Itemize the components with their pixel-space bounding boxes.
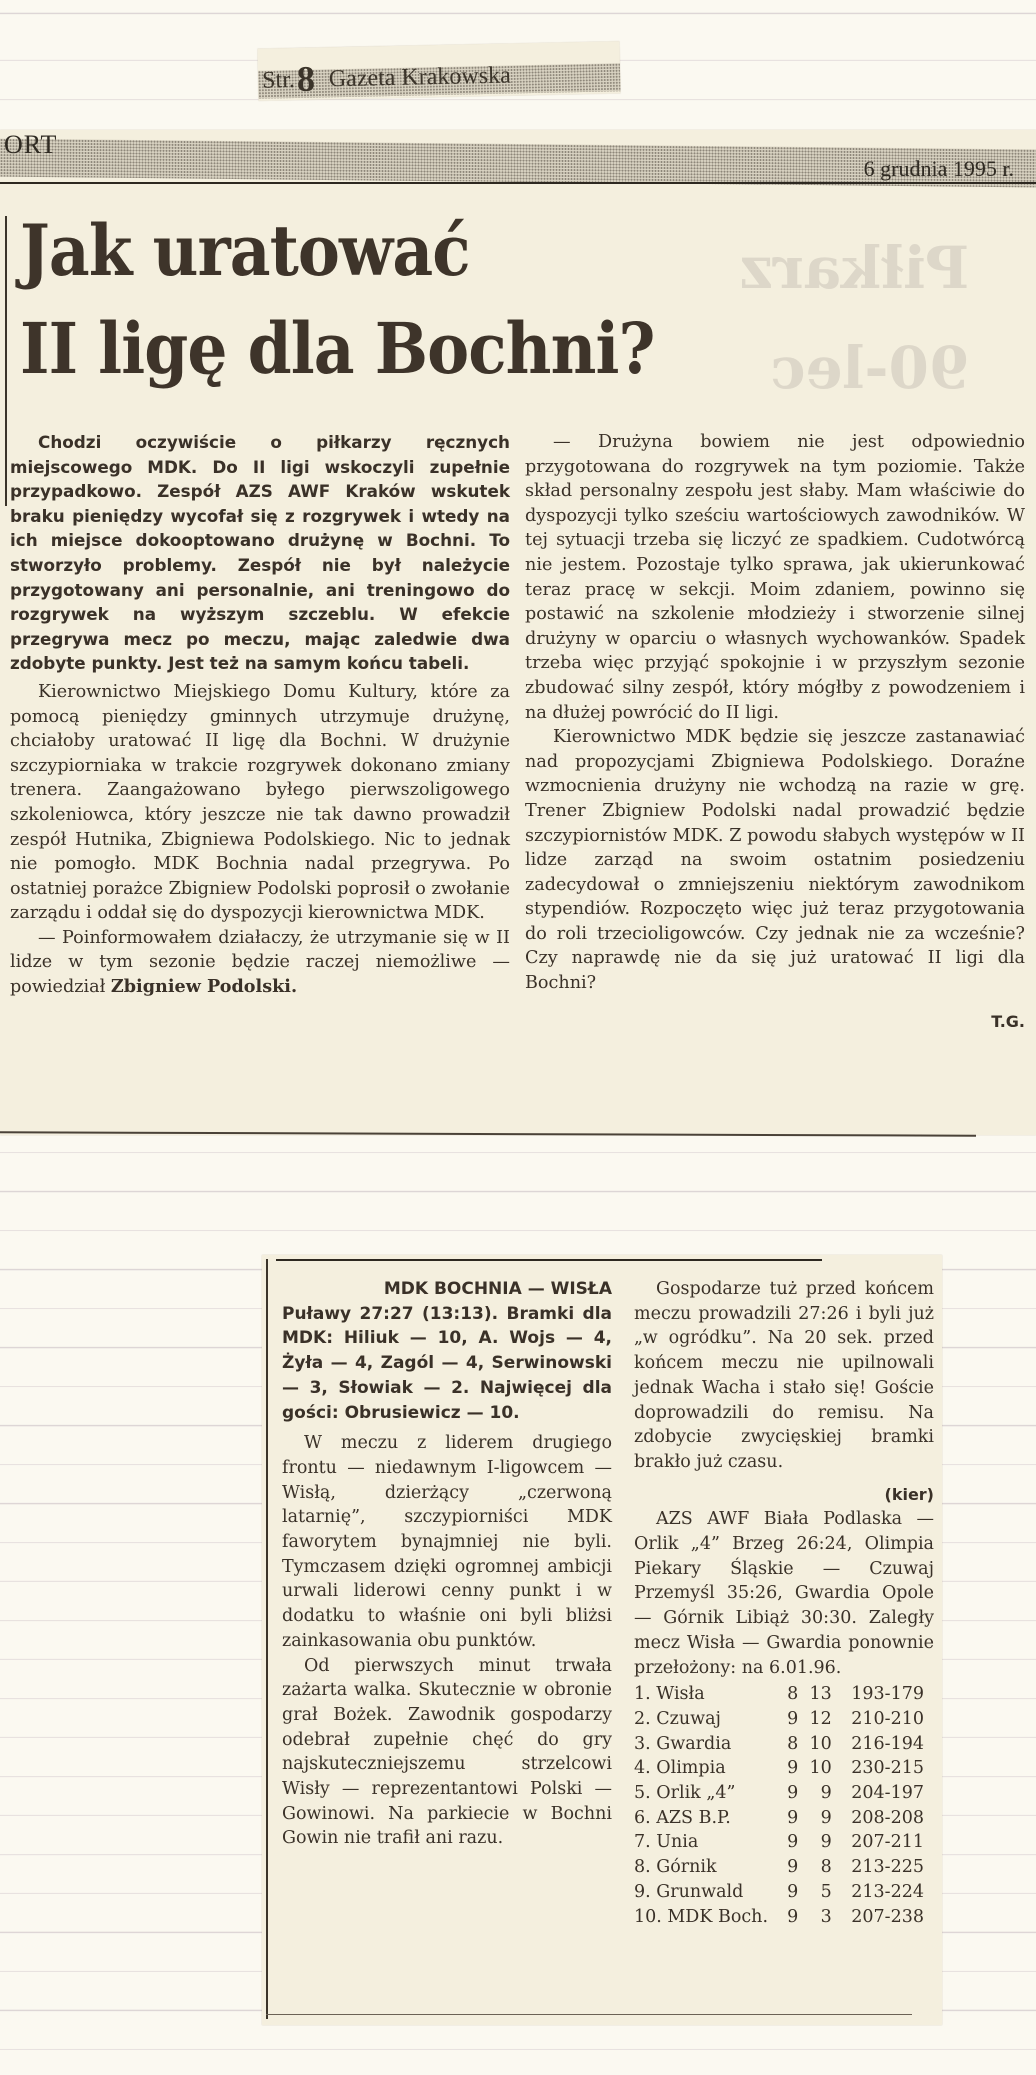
standings-points: 5 bbox=[820, 1881, 832, 1902]
league-standings-table bbox=[634, 1682, 924, 1929]
standings-played: 9 bbox=[787, 1857, 799, 1878]
article-clipping bbox=[0, 130, 1036, 1135]
match-result bbox=[282, 1277, 612, 1425]
standings-team: 6. AZS B.P. bbox=[634, 1807, 731, 1828]
standings-goals: 208-208 bbox=[851, 1807, 924, 1828]
standings-goals: 207-211 bbox=[851, 1832, 924, 1853]
section-name: ORT bbox=[4, 130, 58, 159]
standings-points: 12 bbox=[809, 1708, 832, 1729]
standings-played: 9 bbox=[787, 1906, 799, 1927]
standings-team: 10. MDK Boch. bbox=[634, 1906, 769, 1927]
match-column-left bbox=[282, 1277, 612, 1851]
article-lead: Chodzi oczywiście o piłkarzy ręcznych miejscowego MDK. Do II ligi wskoczyli zupełnie przypadkowo. Zespół AZS AWF Kraków wskutek braku pieniędzy wycofał się z rozgrywek i wtedy na ich miejsce dokooptowano drużynę w Bochni. To stworzyło problemy. Zespół nie był należycie przygotowany ani personalnie, ani treningowo do rozgrywek na wyższym szczeblu. W efekcie przegrywa mecz po meczu, mając zaledwie dwa zdobyte punkty. Jest też na samym końcu tabeli. bbox=[10, 432, 510, 674]
article-column-left bbox=[10, 430, 510, 1000]
other-results: AZS AWF Biała Podlaska — Orlik „4” Brzeg 26:24, Olimpia Piekary Śląskie — Czuwaj Przemyśl 35:26, Gwardia Opole — Górnik Libiąż 30:30. Zaległy mecz Wisła — Gwardia ponownie przełożony: na 6.01.96. bbox=[634, 1509, 934, 1678]
match-paragraph: Od pierwszych minut trwała zażarta walka. Skutecznie w obronie grał Bożek. Zawodnik gospodarzy odebrał zupełnie chęć do gry najskuteczniejszemu strzelcowi Wisły — reprezentantowi Polski — Gowinowi. Na parkiecie w Bochni Gowin nie trafił ani razu. bbox=[282, 1655, 612, 1849]
standings-points: 8 bbox=[820, 1857, 832, 1878]
newspaper-name: Gazeta Krakowska bbox=[328, 62, 511, 93]
standings-points: 9 bbox=[820, 1807, 832, 1828]
standings-points: 3 bbox=[820, 1906, 832, 1927]
standings-team: 3. Gwardia bbox=[634, 1733, 732, 1754]
quote-speaker: Zbigniew Podolski. bbox=[110, 976, 298, 998]
standings-row bbox=[634, 1806, 924, 1831]
headline bbox=[20, 202, 655, 398]
match-scorers: Puławy 27:27 (13:13). Bramki dla MDK: Hiliuk — 10, A. Wojs — 4, Żyła — 4, Zagól — 4, Serwinowski — 3, Słowiak — 2. Najwięcej dla gości: Obrusiewicz — 10. bbox=[282, 1303, 612, 1423]
article-quote-paragraph bbox=[10, 926, 510, 1000]
match-column-right bbox=[634, 1277, 934, 1929]
standings-played: 9 bbox=[787, 1807, 799, 1828]
standings-team: 1. Wisła bbox=[634, 1684, 705, 1705]
standings-row bbox=[634, 1707, 924, 1732]
match-paragraph: Gospodarze tuż przed końcem meczu prowadzili 27:26 i byli już „w ogródku”. Na 20 sek. przed końcem meczu nie upilnowali jednak Wacha i stało się! Goście doprowadzili do remisu. Na zdobycie zwycięskiej bramki brakło już czasu. bbox=[634, 1279, 934, 1472]
standings-points: 10 bbox=[809, 1733, 832, 1754]
standings-goals: 210-210 bbox=[851, 1708, 924, 1729]
standings-goals: 213-225 bbox=[851, 1857, 924, 1878]
standings-played: 9 bbox=[787, 1708, 799, 1729]
standings-row bbox=[634, 1781, 924, 1806]
standings-team: 2. Czuwaj bbox=[634, 1708, 721, 1729]
standings-played: 9 bbox=[787, 1832, 799, 1853]
quote-text: — Poinformowałem działaczy, że utrzymanie się w II lidze w tym sezonie będzie raczej niemożliwe — powiedział bbox=[10, 927, 510, 998]
headline-line-2: II ligę dla Bochni? bbox=[20, 307, 655, 390]
standings-played: 9 bbox=[787, 1783, 799, 1804]
page-prefix: Str. bbox=[261, 67, 296, 94]
headline-left-rule bbox=[5, 216, 7, 506]
bleed-through-text bbox=[740, 218, 969, 418]
match-left-rule bbox=[266, 1259, 268, 2019]
standings-played: 8 bbox=[787, 1733, 799, 1754]
standings-points: 9 bbox=[820, 1832, 832, 1853]
publication-date: 6 grudnia 1995 r. bbox=[863, 156, 1014, 181]
article-paragraph: — Drużyna bowiem nie jest odpowiednio przygotowana do rozgrywek na tym poziomie. Także skład personalny zespołu jest słaby. Mam właściwie do dyspozycji tylko sześciu wartościowych zawodników. W tej sytuacji trzeba się liczyć ze spadkiem. Cudotwórcą nie jestem. Pozostaje tylko sprawa, jak ukierunkować teraz pracę w sekcji. Moim zdaniem, powinno się postawić na szkolenie młodzieży i stworzenie silnej drużyny w oparciu o własnych wychowanków. Spadek trzeba więc przyjąć spokojnie i w przyszłym sezonie zbudować silny zespół, który mógłby z powodzeniem i na dłużej powrócić do II ligi. bbox=[525, 432, 1025, 723]
bleed-through-line: 90-lec bbox=[770, 334, 970, 402]
standings-row bbox=[634, 1682, 924, 1707]
article-paragraph: Kierownictwo Miejskiego Domu Kultury, które za pomocą pieniędzy gminnych utrzymuje drużynę, chciałoby uratować II ligę dla Bochni. W drużynie szczypiorniaka w trakcie rozgrywek dokonano zmiany trenera. Zaangażowano byłego pierwszoligowego szkoleniowca, który jeszcze nie tak dawno prowadził zespół Hutnika, Zbigniewa Podolskiego. Nic to jednak nie pomogło. MDK Bochnia nadal przegrywa. Po ostatniej porażce Zbigniew Podolski poprosił o zwołanie zarządu i oddał się do dyspozycji kierownictwa MDK. bbox=[10, 681, 510, 924]
standings-goals: 193-179 bbox=[851, 1684, 924, 1705]
match-author: (kier) bbox=[884, 1484, 934, 1504]
standings-goals: 213-224 bbox=[851, 1881, 924, 1902]
standings-row bbox=[634, 1855, 924, 1880]
standings-row bbox=[634, 1905, 924, 1930]
standings-played: 9 bbox=[787, 1758, 799, 1779]
standings-points: 10 bbox=[809, 1758, 832, 1779]
match-top-rule bbox=[276, 1259, 822, 1261]
standings-goals: 216-194 bbox=[851, 1733, 924, 1754]
match-paragraph: W meczu z liderem drugiego frontu — niedawnym I-ligowcem — Wisłą, dzierżący „czerwoną latarnię”, szczypiorniści MDK faworytem bynajmniej nie byli. Tymczasem dzięki ogromnej ambicji urwali liderowi cenny punkt i w dodatku to właśnie oni byli bliżsi zainkasowania obu punktów. bbox=[282, 1433, 612, 1651]
match-bottom-rule bbox=[266, 2014, 912, 2015]
standings-team: 7. Unia bbox=[634, 1832, 699, 1853]
section-band bbox=[0, 130, 1036, 188]
standings-row bbox=[634, 1880, 924, 1905]
standings-row bbox=[634, 1756, 924, 1781]
standings-body bbox=[634, 1682, 924, 1929]
bleed-through-line: Piłkarz bbox=[740, 234, 970, 302]
match-title: MDK BOCHNIA — WISŁA bbox=[383, 1279, 612, 1299]
page-header-clipping bbox=[257, 41, 620, 101]
standings-row bbox=[634, 1732, 924, 1757]
standings-row bbox=[634, 1830, 924, 1855]
standings-team: 8. Górnik bbox=[634, 1857, 717, 1878]
standings-goals: 230-215 bbox=[851, 1758, 924, 1779]
standings-goals: 204-197 bbox=[851, 1783, 924, 1804]
standings-goals: 207-238 bbox=[851, 1906, 924, 1927]
article-paragraph: Kierownictwo MDK będzie się jeszcze zastanawiać nad propozycjami Zbigniewa Podolskiego. Doraźne wzmocnienia drużyny nie wchodzą na razie w grę. Trener Zbigniew Podolski nadal prowadzić będzie szczypiornistów MDK. Z powodu słabych występów w II lidze zarząd na swoim ostatnim posiedzeniu zadecydował o zmniejszeniu niektórym zawodnikom stypendiów. Rozpoczęto więc już teraz przygotowania do roli trzecioligowców. Czy jednak nie za wcześnie? Czy naprawdę nie da się już uratować II ligi dla Bochni? bbox=[525, 727, 1025, 994]
section-rule bbox=[0, 182, 1036, 184]
page-number: 8 bbox=[296, 58, 316, 99]
standings-team: 4. Olimpia bbox=[634, 1758, 726, 1779]
article-bottom-rule bbox=[0, 1131, 976, 1136]
standings-points: 9 bbox=[820, 1783, 832, 1804]
standings-team: 9. Grunwald bbox=[634, 1881, 744, 1902]
standings-played: 9 bbox=[787, 1881, 799, 1902]
author-signature: T.G. bbox=[991, 1011, 1025, 1031]
article-column-right bbox=[525, 430, 1025, 1034]
match-report-clipping bbox=[262, 1255, 942, 2025]
standings-points: 13 bbox=[809, 1684, 832, 1705]
page-label bbox=[262, 54, 511, 101]
headline-line-1: Jak uratować bbox=[20, 209, 470, 292]
standings-played: 8 bbox=[787, 1684, 799, 1705]
standings-team: 5. Orlik „4” bbox=[634, 1783, 736, 1804]
